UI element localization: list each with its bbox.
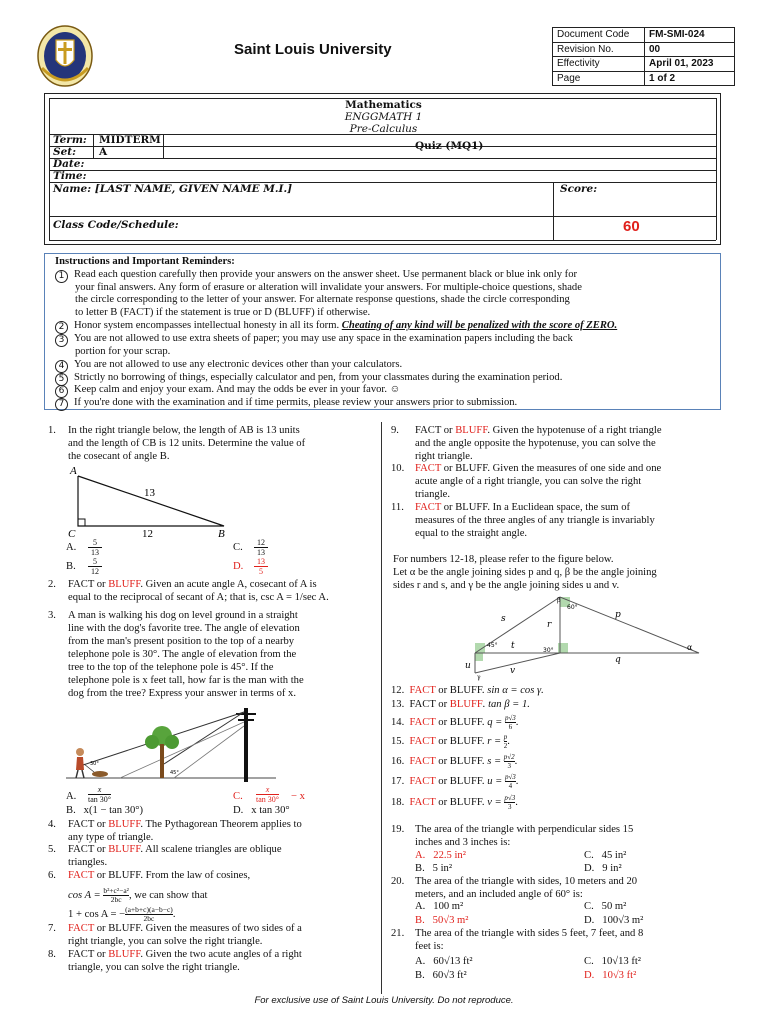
reminder-item: 3 You are not allowed to use extra sheets of paper; you may use any space in the examination papers including the back bbox=[55, 333, 715, 347]
exam-info-box bbox=[44, 93, 721, 245]
q1-option-d-fraction: 13 5 bbox=[254, 557, 268, 576]
base-label: 12 bbox=[142, 528, 153, 540]
q1-option-c-fraction: 12 13 bbox=[254, 538, 268, 557]
question-17: 17. FACT or BLUFF. u = $\frac{p√3}{4}$ . bbox=[391, 773, 519, 790]
q3-option-a[interactable]: A. bbox=[66, 791, 77, 802]
q3-option-c-tail: − x bbox=[291, 791, 305, 802]
meta-value: 00 bbox=[645, 42, 735, 57]
score-value: 60 bbox=[623, 218, 640, 235]
footer-notice: For exclusive use of Saint Louis University. Do not reproduce. bbox=[254, 995, 514, 1006]
q20-option-d[interactable]: D. 100√3 m² bbox=[584, 915, 644, 926]
reminder-item: 7 If you're done with the examination and if time permits, please review your answers prior to submission. bbox=[55, 397, 715, 411]
q21-option-d[interactable]: D. 10√3 ft² bbox=[584, 970, 637, 981]
question-19: 19. The area of the triangle with perpendicular sides 15 inches and 3 inches is: bbox=[391, 824, 634, 848]
instructions-box: Instructions and Important Reminders: 1 Read each question carefully then provide your answers on the answer sheet. Use permanent black or blue ink only for your final answers. Any form of erasure or alteration will invalidate your answers. For multiple-choice questions, shade the circle corresponding to the letter of your answer. For alternate response questions, shade the circle corresponding to letter B (FACT) if the statement is true or D (BLUFF) if otherwise. 2 Honor system encompasses intellectual honesty in all its form. Cheating of any kind will be penalized with the score of ZERO. 3 You are not allowed to use extra sheets of paper; you may use any space in the examination papers including the back portion for your scrap. 4 You are not allowed to use any electronic devices other than your calculators. 5 Strictly no borrowing of things, especially calculator and pen, from your classmates during the examination period. 6 Keep calm and enjoy your exam. And may the odds be ever in your favor. ☺ 7 If you're done with the examination and if time permits, please review your answers prior to submission. bbox=[44, 253, 721, 410]
side-p-label: p bbox=[615, 610, 621, 620]
side-s-label: s bbox=[501, 614, 506, 624]
side-v-label: v bbox=[510, 666, 516, 676]
score-label: Score: bbox=[560, 183, 598, 195]
number-badge: 6 bbox=[55, 385, 68, 398]
question-16: 16. FACT or BLUFF. s = $\frac{p√2}{3}$ . bbox=[391, 753, 518, 770]
topic: Pre-Calculus bbox=[349, 123, 418, 135]
column-divider bbox=[381, 422, 382, 994]
q1-option-a-fraction: 5 13 bbox=[88, 538, 102, 557]
reminder-item: 2 Honor system encompasses intellectual honesty in all its form. Cheating of any kind will be penalized with the score of ZERO. bbox=[55, 320, 715, 334]
university-seal-logo bbox=[36, 22, 94, 90]
meta-value: 1 of 2 bbox=[645, 71, 735, 86]
q1-option-c[interactable]: C. bbox=[233, 542, 243, 553]
set-label: Set: bbox=[53, 146, 76, 158]
time-label: Time: bbox=[53, 170, 87, 182]
q19-option-a[interactable]: A. 22.5 in² bbox=[415, 850, 466, 861]
q1-option-d[interactable]: D. bbox=[233, 561, 244, 572]
question-5: 5. FACT or BLUFF. All scalene triangles are oblique triangles. bbox=[48, 844, 282, 868]
number-badge: 7 bbox=[55, 398, 68, 411]
q19-option-d[interactable]: D. 9 in² bbox=[584, 863, 622, 874]
dog-icon bbox=[92, 771, 108, 777]
q21-option-b[interactable]: B. 60√3 ft² bbox=[415, 970, 467, 981]
q1-option-a[interactable]: A. bbox=[66, 542, 77, 553]
question-8: 8. FACT or BLUFF. Given the two acute angles of a right triangle, you can solve the right triangle. bbox=[48, 949, 302, 973]
q1-option-b-fraction: 5 12 bbox=[88, 557, 102, 576]
instructions-title: Instructions and Important Reminders: bbox=[55, 256, 235, 267]
question-3: 3. A man is walking his dog on level ground in a straight line with the dog's favorite tree. The angle of elevation from the man's present position to the top of a nearby telephone pole is 30°. The angle of elevation from the tree to the top of the telephone pole is 45°. If the telephone pole is x feet tall, how far is the man with the dog from the tree? Express your answer in terms of x. bbox=[48, 610, 304, 699]
q3-option-c-fraction: x tan 30° bbox=[256, 785, 279, 804]
figure-reference-text: For numbers 12-18, please refer to the figure below. Let α be the angle joining sides p and q, β be the angle joining sides r and s, and γ be the angle joining sides u and v. bbox=[393, 554, 657, 591]
q19-option-b[interactable]: B. 5 in² bbox=[415, 863, 453, 874]
question-11: 11. FACT or BLUFF. In a Euclidean space, the sum of measures of the three angles of any triangle is invariably equal to the straight angle. bbox=[391, 502, 655, 539]
side-t-label: t bbox=[511, 641, 515, 651]
alpha-label: α bbox=[687, 643, 693, 652]
q20-option-c[interactable]: C. 50 m² bbox=[584, 901, 627, 912]
reminder-item: 6 Keep calm and enjoy your exam. And may the odds be ever in your favor. ☺ bbox=[55, 384, 715, 398]
answer-bluff: BLUFF bbox=[108, 579, 141, 590]
q3-option-b[interactable]: B. x(1 − tan 30°) bbox=[66, 805, 144, 816]
vertex-c-label: C bbox=[68, 528, 76, 540]
hypotenuse-label: 13 bbox=[144, 487, 155, 499]
q3-option-d[interactable]: D. x tan 30° bbox=[233, 805, 290, 816]
question-20: 20. The area of the triangle with sides, 10 meters and 20 meters, and an included angle of 60° is: bbox=[391, 876, 638, 900]
question-6: 6. FACT or BLUFF. From the law of cosines, bbox=[48, 870, 251, 881]
question-2: 2. FACT or BLUFF. Given an acute angle A, cosecant of A is equal to the reciprocal of secant of A; that is, csc A = 1/sec A. bbox=[48, 579, 329, 603]
term-label: Term: bbox=[53, 134, 87, 146]
q21-option-c[interactable]: C. 10√13 ft² bbox=[584, 956, 641, 967]
vertex-b-label: B bbox=[218, 528, 225, 540]
q3-option-c[interactable]: C. bbox=[233, 791, 243, 802]
meta-key: Effectivity bbox=[553, 57, 645, 72]
vertex-a-label: A bbox=[70, 465, 77, 477]
angle-45-label: 45° bbox=[170, 770, 179, 776]
right-triangle-figure bbox=[62, 462, 242, 542]
side-u-label: u bbox=[465, 661, 471, 671]
question-14: 14. FACT or BLUFF. q = $\frac{p√3}{6}$ . bbox=[391, 714, 519, 731]
number-badge: 4 bbox=[55, 360, 68, 373]
question-15: 15. FACT or BLUFF. r = $\frac{p}{2}$ . bbox=[391, 733, 510, 750]
question-12: 12. FACT or BLUFF. sin α = cos γ. bbox=[391, 685, 544, 696]
question-4: 4. FACT or BLUFF. The Pythagorean Theorem applies to any type of triangle. bbox=[48, 819, 302, 843]
angle-60-label: 60° bbox=[567, 604, 578, 611]
number-badge: 3 bbox=[55, 334, 68, 347]
q3-option-a-fraction: x tan 30° bbox=[88, 785, 111, 804]
q20-option-b[interactable]: B. 50√3 m² bbox=[415, 915, 469, 926]
meta-value: April 01, 2023 bbox=[645, 57, 735, 72]
q6-identity: 1 + cos A = − $\frac{(a+b+c)(a-b-c)}{2bc}$ . bbox=[68, 905, 176, 923]
meta-value: FM-SMI-024 bbox=[645, 28, 735, 43]
number-badge: 1 bbox=[55, 270, 68, 283]
side-q-label: q bbox=[615, 655, 621, 665]
number-badge: 5 bbox=[55, 373, 68, 386]
triangle-figure bbox=[455, 591, 715, 687]
q20-option-a[interactable]: A. 100 m² bbox=[415, 901, 464, 912]
meta-key: Revision No. bbox=[553, 42, 645, 57]
number-badge: 2 bbox=[55, 321, 68, 334]
gamma-label: γ bbox=[477, 674, 481, 681]
date-label: Date: bbox=[53, 158, 85, 170]
beta-label: β bbox=[557, 597, 561, 604]
cheating-warning: Cheating of any kind will be penalized with the score of ZERO. bbox=[341, 320, 618, 331]
q6-cos-formula: cos A = $\frac{\text{b²+c²−a²}}{2bc}$ , we can show that bbox=[68, 886, 208, 904]
document-meta-table bbox=[552, 27, 735, 86]
question-13: 13. FACT or BLUFF. tan β = 1. bbox=[391, 699, 530, 710]
man-icon bbox=[76, 748, 84, 756]
university-name: Saint Louis University bbox=[234, 41, 392, 58]
angle-30-label: 30° bbox=[90, 761, 99, 767]
class-schedule-label: Class Code/Schedule: bbox=[53, 219, 179, 231]
angle-30-label: 30° bbox=[543, 647, 554, 654]
q1-option-b[interactable]: B. bbox=[66, 561, 76, 572]
q19-option-c[interactable]: C. 45 in² bbox=[584, 850, 627, 861]
angle-45-label: 45° bbox=[487, 642, 498, 649]
question-7: 7. FACT or BLUFF. Given the measures of two sides of a right triangle, you can solve the right triangle. bbox=[48, 923, 302, 947]
question-21: 21. The area of the triangle with sides 5 feet, 7 feet, and 8 feet is: bbox=[391, 928, 644, 952]
q21-option-a[interactable]: A. 60√13 ft² bbox=[415, 956, 473, 967]
side-r-label: r bbox=[547, 620, 552, 630]
term-value: MIDTERM bbox=[99, 134, 161, 146]
reminder-item: 4 You are not allowed to use any electronic devices other than your calculators. bbox=[55, 359, 715, 373]
quiz-title: Quiz (MQ1) bbox=[415, 140, 484, 152]
meta-key: Page bbox=[553, 71, 645, 86]
set-value: A bbox=[99, 146, 108, 158]
name-label: Name: [LAST NAME, GIVEN NAME M.I.] bbox=[53, 183, 293, 195]
question-18: 18. FACT or BLUFF. v = $\frac{p√3}{3}$ . bbox=[391, 794, 518, 811]
question-1: 1. In the right triangle below, the length of AB is 13 units and the length of CB is 12 units. Determine the value of the cosecant of angle B. bbox=[48, 425, 306, 462]
reminder-item: 5 Strictly no borrowing of things, especially calculator and pen, from your classmates during the examination period. bbox=[55, 372, 715, 386]
reminder-item: 1 Read each question carefully then provide your answers on the answer sheet. Use permanent black or blue ink only for bbox=[55, 269, 715, 283]
question-10: 10. FACT or BLUFF. Given the measures of one side and one acute angle of a right triangle, you can solve the right triangle. bbox=[391, 463, 662, 500]
question-9: 9. FACT or BLUFF. Given the hypotenuse of a right triangle and the angle opposite the hypotenuse, you can solve the right triangle. bbox=[391, 425, 662, 462]
subject: Mathematics bbox=[345, 99, 422, 111]
telephone-pole-figure bbox=[60, 702, 280, 788]
course-code: ENGGMATH 1 bbox=[344, 111, 423, 123]
meta-key: Document Code bbox=[553, 28, 645, 43]
